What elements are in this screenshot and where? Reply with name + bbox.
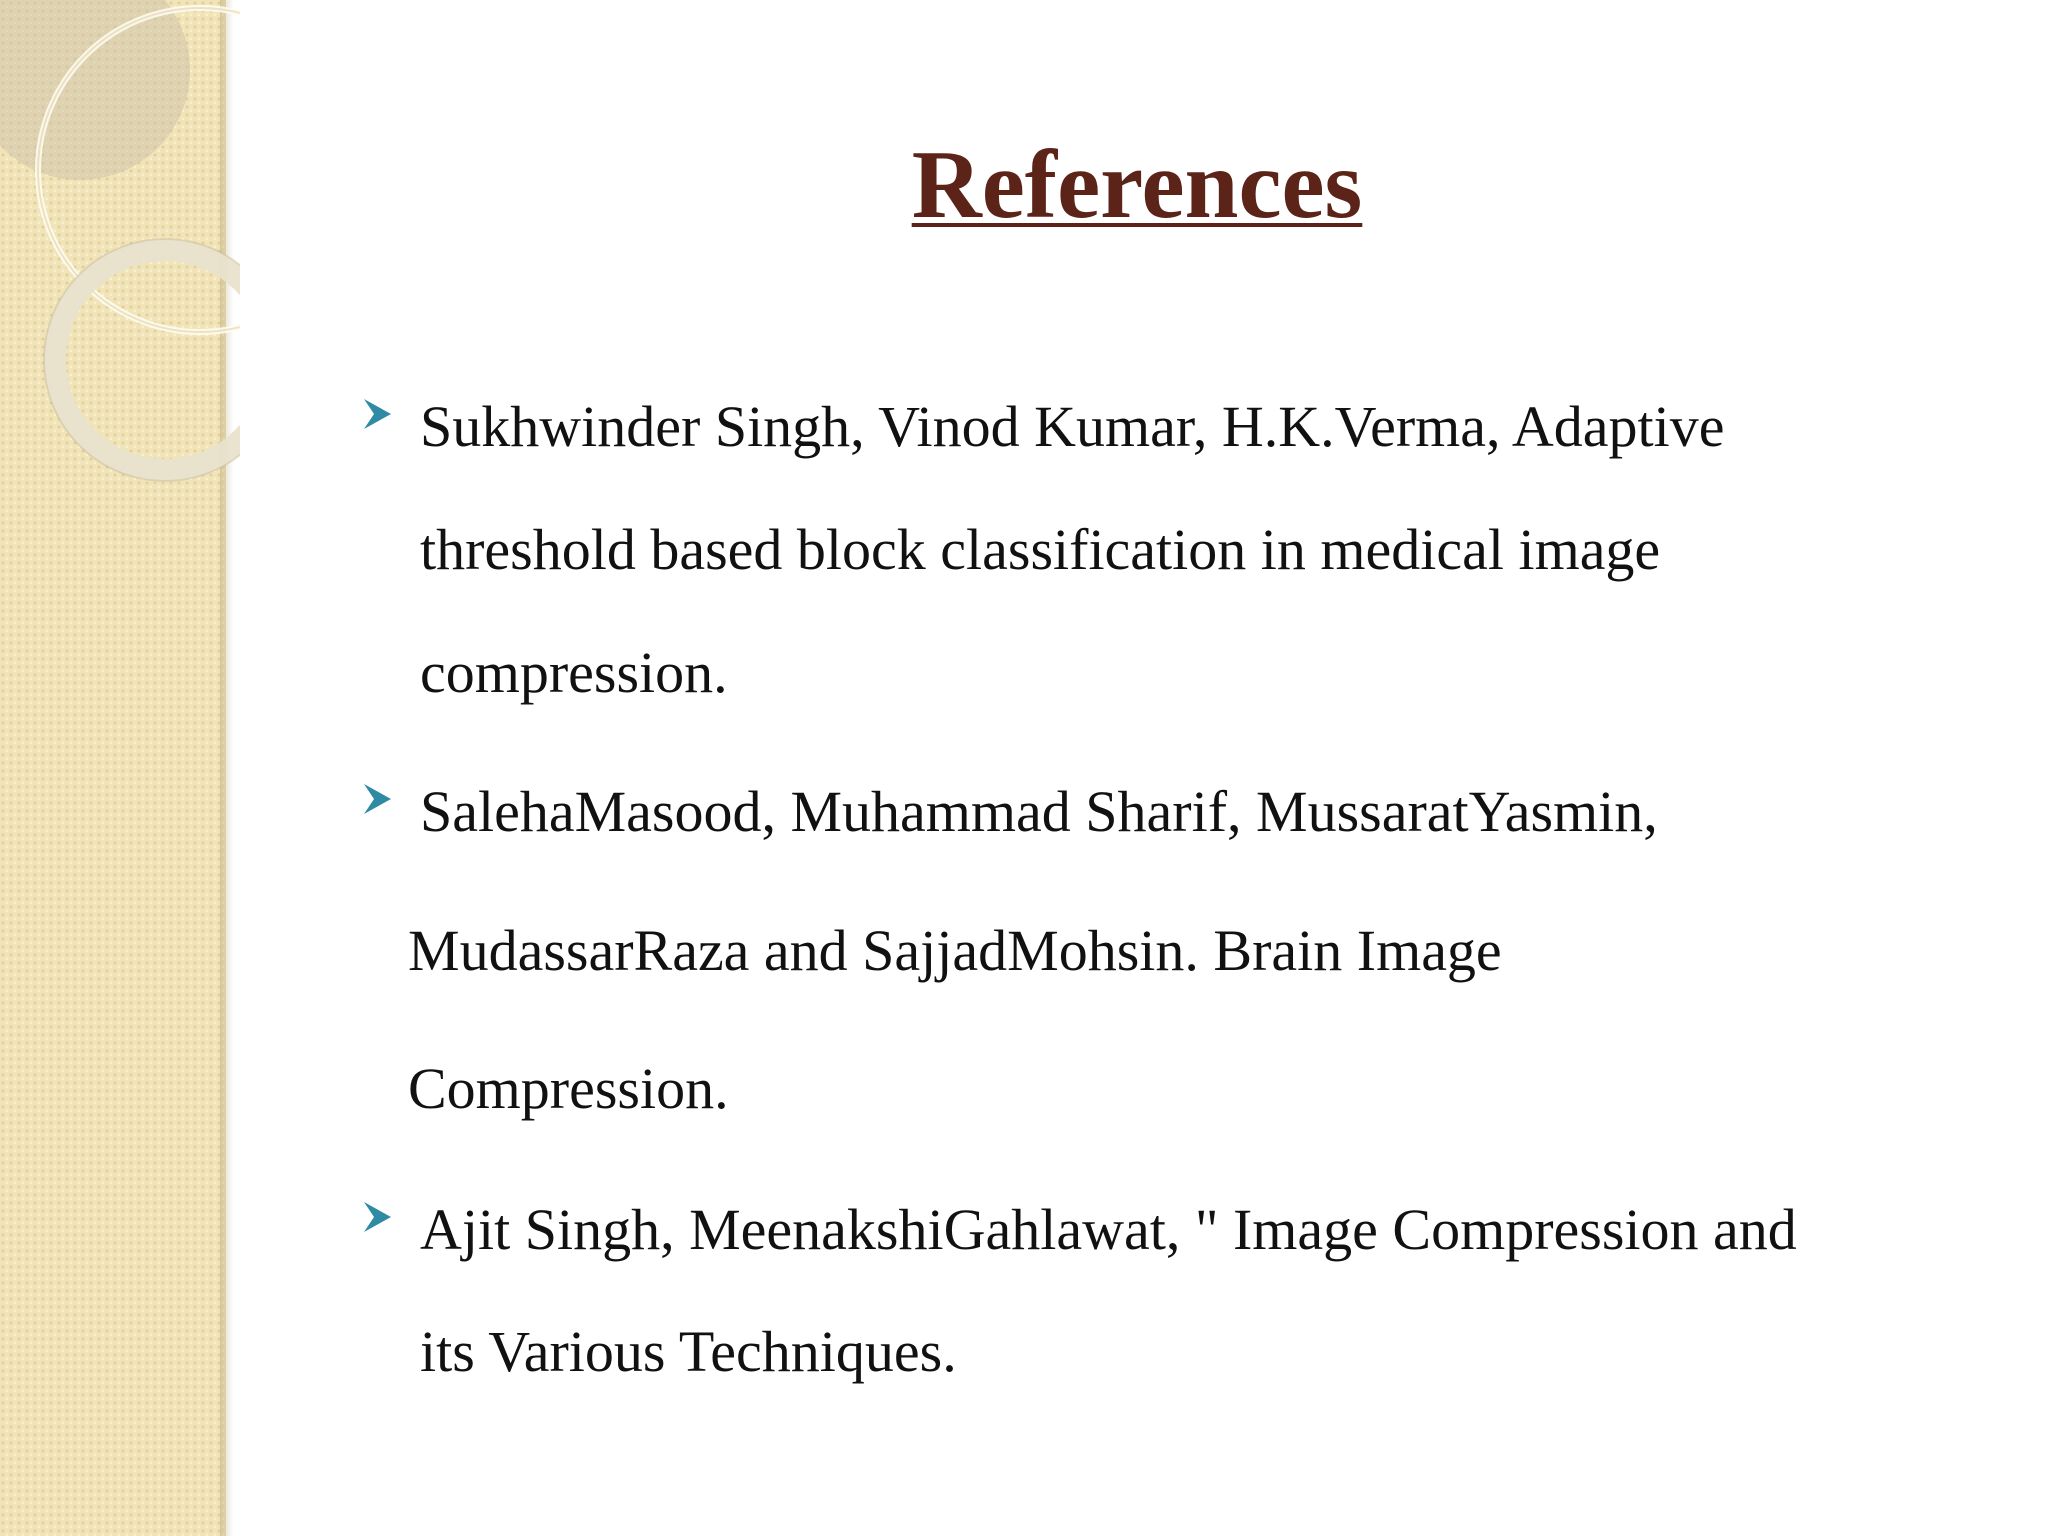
reference-1-line-1: Sukhwinder Singh, Vinod Kumar, H.K.Verma, Adaptive <box>420 394 1725 459</box>
arrowhead-bullet-icon <box>362 1201 392 1233</box>
reference-3-line-2: its Various Techniques. <box>420 1319 957 1384</box>
reference-3-line-1: Ajit Singh, MeenakshiGahlawat, " Image Compression and <box>420 1197 1797 1262</box>
arrowhead-bullet-icon <box>362 783 392 815</box>
reference-2-line-3: Compression. <box>408 1056 729 1121</box>
reference-2-line-2: MudassarRaza and SajjadMohsin. Brain Image <box>408 918 1502 983</box>
reference-2-line-1: SalehaMasood, Muhammad Sharif, MussaratYasmin, <box>420 779 1658 844</box>
reference-1-line-2: threshold based block classification in medical image <box>420 517 1661 582</box>
arrowhead-bullet-icon <box>362 398 392 430</box>
slide-title-text: References <box>911 131 1363 238</box>
reference-1-line-3: compression. <box>420 640 728 705</box>
